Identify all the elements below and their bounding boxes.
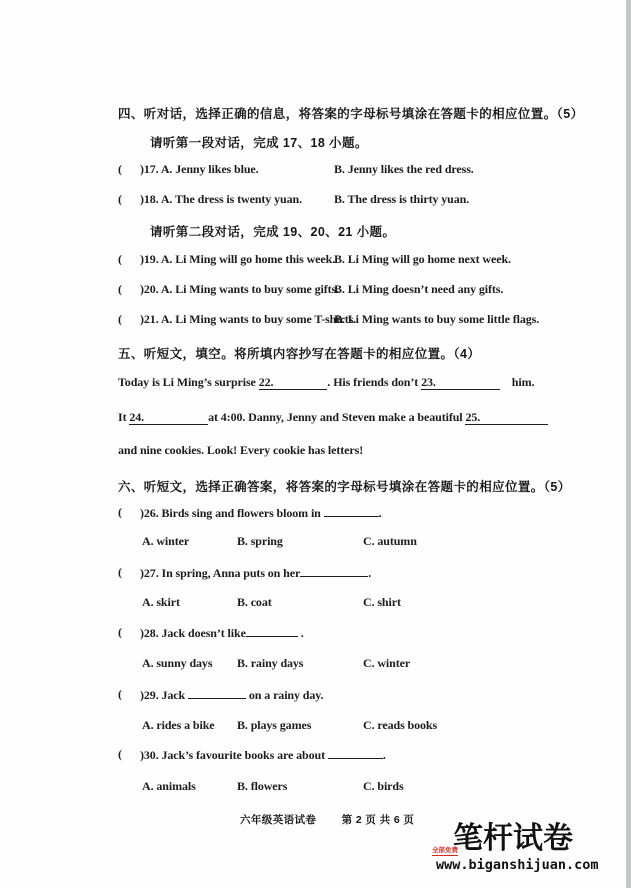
cloze-text: at 4:00. Danny, Jenny and Steven make a beautiful — [208, 410, 466, 424]
fill-blank — [324, 505, 379, 517]
option-28-b: B. rainy days — [237, 656, 304, 670]
section-4-hint-1: 请听第一段对话，完成 17、18 小题。 — [150, 136, 368, 150]
spacer — [500, 385, 512, 386]
answer-paren: ( — [118, 282, 122, 296]
blank-23: 23. — [421, 375, 500, 390]
question-text: . — [382, 748, 386, 762]
answer-paren: ( — [118, 192, 122, 206]
answer-paren: ( — [118, 252, 122, 266]
cloze-line-2 — [118, 410, 548, 427]
option-30-b: B. flowers — [237, 779, 288, 793]
option-27-b: B. coat — [237, 595, 272, 609]
answer-paren: ( — [118, 565, 122, 579]
watermark-logo: 笔杆试卷 — [453, 822, 573, 855]
answer-paren: ( — [118, 625, 122, 639]
blank-24: 24. — [129, 410, 208, 425]
question-26-text — [140, 505, 382, 521]
scan-edge-strip — [626, 0, 631, 888]
footer-page-number: 第 2 页 共 6 页 — [341, 814, 415, 826]
fill-blank — [328, 747, 383, 759]
answer-paren: ( — [118, 687, 122, 701]
option-30-a: A. animals — [142, 779, 196, 793]
section-5-title: 五、听短文，填空。将所填内容抄写在答题卡的相应位置。（4） — [118, 347, 481, 361]
watermark-free-badge: 全部免费 — [432, 847, 458, 854]
question-text: . — [297, 626, 304, 640]
question-19-option-a: )19. A. Li Ming will go home this week. — [140, 252, 336, 266]
cloze-text: . His friends don’t — [327, 375, 422, 389]
cloze-text: Today is Li Ming’s surprise — [118, 375, 259, 389]
question-20-option-a: )20. A. Li Ming wants to buy some gifts. — [140, 282, 340, 296]
option-27-c: C. shirt — [363, 595, 401, 609]
option-30-c: C. birds — [363, 779, 404, 793]
answer-paren: ( — [118, 162, 122, 176]
option-28-c: C. winter — [363, 656, 411, 670]
option-26-c: C. autumn — [363, 534, 417, 548]
question-18-option-a: )18. A. The dress is twenty yuan. — [140, 192, 302, 206]
question-20-option-b: B. Li Ming doesn’t need any gifts. — [334, 282, 504, 296]
option-28-a: A. sunny days — [142, 656, 213, 670]
option-29-a: A. rides a bike — [142, 718, 215, 732]
fill-blank — [188, 687, 246, 699]
question-text: on a rainy day. — [246, 688, 324, 702]
question-17-option-a: )17. A. Jenny likes blue. — [140, 162, 259, 176]
section-4-title: 四、听对话，选择正确的信息，将答案的字母标号填涂在答题卡的相应位置。（5） — [118, 107, 584, 121]
option-26-a: A. winter — [142, 534, 190, 548]
fill-blank — [300, 565, 368, 577]
question-17-option-b: B. Jenny likes the red dress. — [334, 162, 474, 176]
section-4-hint-2: 请听第二段对话，完成 19、20、21 小题。 — [150, 225, 396, 239]
question-text: )26. Birds sing and flowers bloom in — [140, 506, 324, 520]
question-28-text — [140, 625, 304, 641]
option-29-b: B. plays games — [237, 718, 312, 732]
blank-25: 25. — [465, 410, 548, 425]
option-29-c: C. reads books — [363, 718, 438, 732]
cloze-text: It — [118, 410, 130, 424]
blank-22: 22. — [259, 375, 328, 390]
option-26-b: B. spring — [237, 534, 283, 548]
question-19-option-b: B. Li Ming will go home next week. — [334, 252, 511, 266]
footer-doc-title: 六年级英语试卷 — [240, 814, 317, 826]
section-6-title: 六、听短文，选择正确答案，将答案的字母标号填涂在答题卡的相应位置。（5） — [118, 480, 571, 494]
question-text: )28. Jack doesn’t like — [140, 626, 246, 640]
question-text: . — [378, 506, 382, 520]
cloze-line-3: and nine cookies. Look! Every cookie has letters! — [118, 443, 364, 457]
question-21-option-a: )21. A. Li Ming wants to buy some T-shirts. — [140, 312, 357, 326]
cloze-line-1 — [118, 375, 534, 392]
cloze-text: him. — [511, 375, 535, 389]
answer-paren: ( — [118, 505, 122, 519]
page-footer — [240, 812, 414, 827]
answer-paren: ( — [118, 312, 122, 326]
question-27-text — [140, 565, 371, 581]
question-30-text — [140, 747, 386, 763]
question-text: )27. In spring, Anna puts on her — [140, 566, 301, 580]
option-27-a: A. skirt — [142, 595, 180, 609]
question-18-option-b: B. The dress is thirty yuan. — [334, 192, 470, 206]
question-text: )29. Jack — [140, 688, 188, 702]
question-21-option-b: B. Li Ming wants to buy some little flags. — [334, 312, 540, 326]
question-29-text — [140, 687, 323, 703]
watermark-url-link[interactable]: www.biganshijuan.com — [436, 857, 599, 873]
question-text: )30. Jack’s favourite books are about — [140, 748, 328, 762]
fill-blank — [246, 625, 298, 637]
answer-paren: ( — [118, 747, 122, 761]
question-text: . — [368, 566, 372, 580]
